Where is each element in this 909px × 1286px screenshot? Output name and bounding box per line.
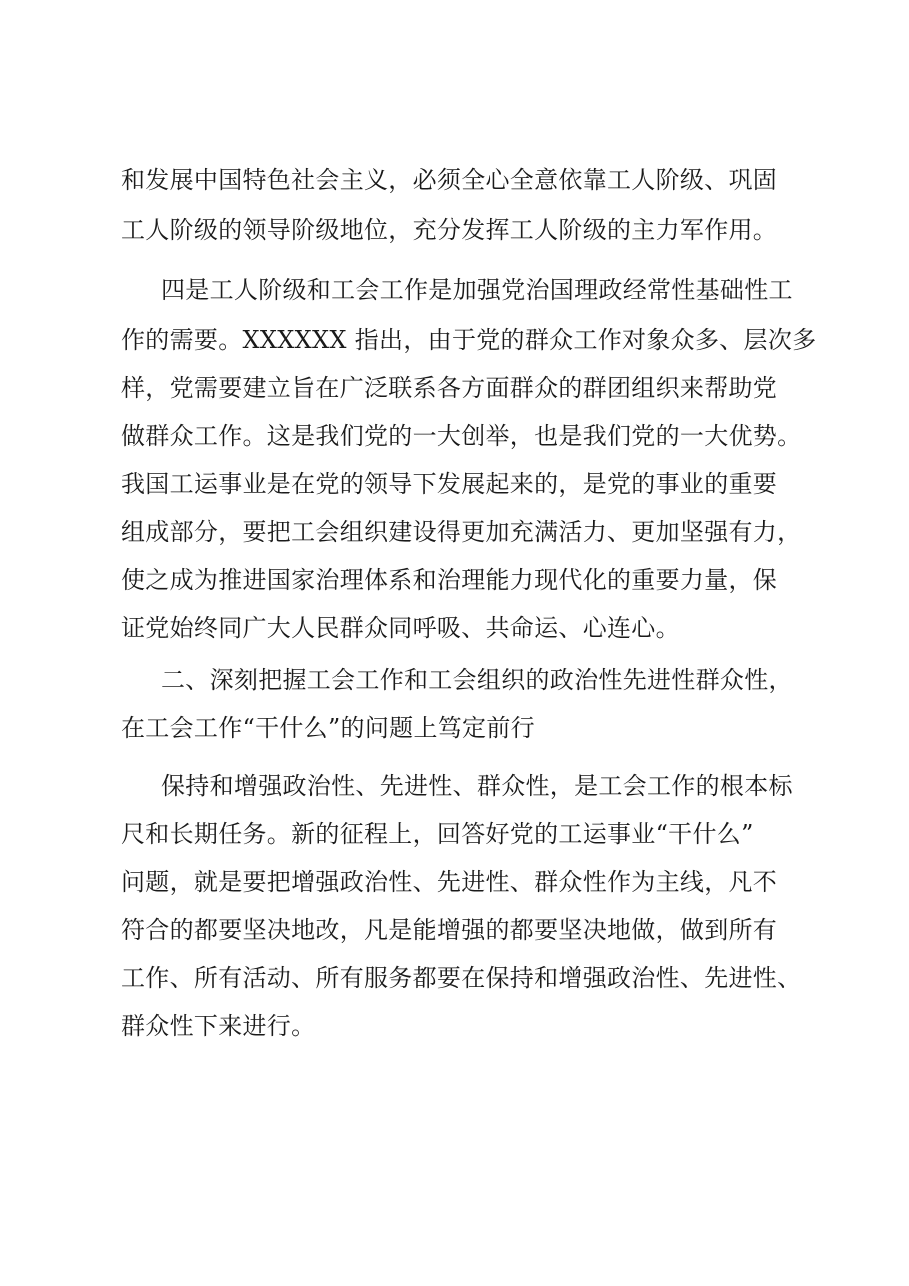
text-line-10: 证党始终同广大人民群众同呼吸、共命运、心连心。 (121, 614, 680, 642)
text-line-14: 尺和长期任务。新的征程上，回答好党的工运事业“干什么” (121, 820, 754, 848)
text-line-15: 问题，就是要把增强政治性、先进性、群众性作为主线，凡不 (121, 868, 778, 896)
text-line-13: 保持和增强政治性、先进性、群众性，是工会工作的根本标 (161, 772, 793, 800)
text-line-4: 作的需要。XXXXXX 指出，由于党的群众工作对象众多、层次多 (121, 326, 817, 354)
text-line-3: 四是工人阶级和工会工作是加强党治国理政经常性基础性工 (161, 276, 793, 304)
section-heading-line-2: 在工会工作“干什么”的问题上笃定前行 (121, 714, 535, 742)
text-line-7: 我国工运事业是在党的领导下发展起来的，是党的事业的重要 (121, 470, 778, 498)
text-line-16: 符合的都要坚决地改，凡是能增强的都要坚决地做，做到所有 (121, 916, 778, 944)
section-heading-line-1: 二、深刻把握工会工作和工会组织的政治性先进性群众性， (161, 666, 793, 694)
text-line-8: 组成部分，要把工会组织建设得更加充满活力、更加坚强有力， (121, 518, 802, 546)
text-line-1: 和发展中国特色社会主义，必须全心全意依靠工人阶级、巩固 (121, 166, 778, 194)
text-line-5: 样，党需要建立旨在广泛联系各方面群众的群团组织来帮助党 (121, 374, 778, 402)
text-line-18: 群众性下来进行。 (121, 1012, 316, 1040)
text-line-6: 做群众工作。这是我们党的一大创举，也是我们党的一大优势。 (121, 422, 802, 450)
text-line-17: 工作、所有活动、所有服务都要在保持和增强政治性、先进性、 (121, 964, 802, 992)
text-line-2: 工人阶级的领导阶级地位，充分发挥工人阶级的主力军作用。 (121, 216, 778, 244)
text-line-9: 使之成为推进国家治理体系和治理能力现代化的重要力量，保 (121, 566, 778, 594)
